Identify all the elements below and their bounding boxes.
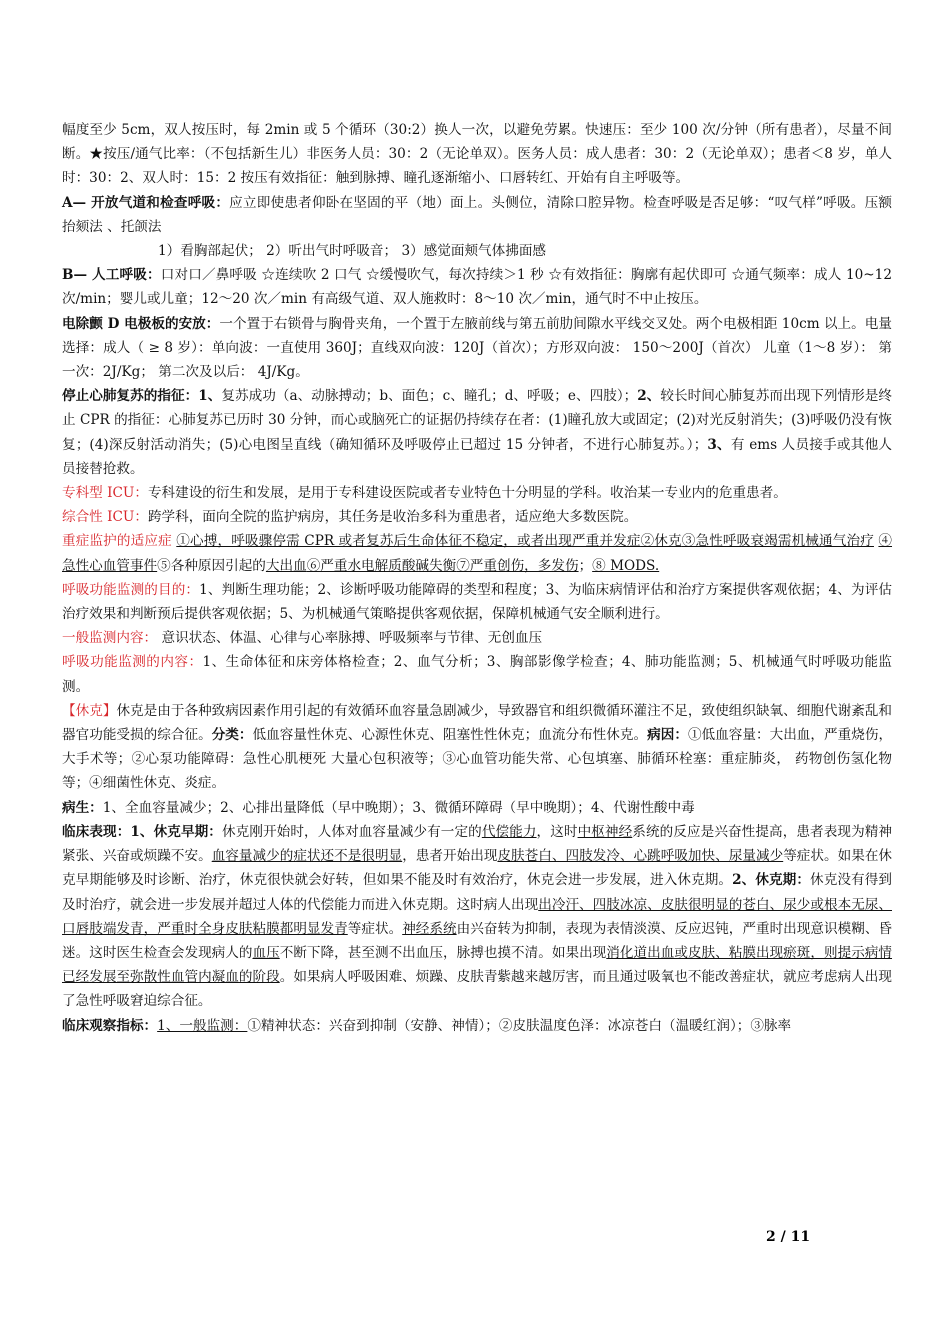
resp-content-label: 呼吸功能监测的内容： xyxy=(62,654,203,671)
general-icu-paragraph: 综合性 ICU：跨学科，面向全院的监护病房，其任务是收治多科为重患者，适应绝大多数医院。 xyxy=(62,509,638,526)
shock-paragraph: 【休克】休克是由于各种致病因素作用引起的有效循环血容量急剧减少，导致器官和组织微循环灌注不足，致使组织缺氧、细胞代谢紊乱和器官功能受损的综合征。分类：低血容量性休克、心源性休克、阻塞性性休克；血流分布性休克。病因：①低血容量：大出血，严重烧伤，大手术等；②心泵功能障碍：急性心肌梗死 大量心包积液等；③心血管功能失常、心包填塞、肺循环栓塞：重症肺炎， 药物创伤氢化物等；④细菌性休克、炎症。 xyxy=(62,702,893,792)
specialty-icu-paragraph: 专科型 ICU：专科建设的衍生和发展，是用于专科建设医院或者专业特色十分明显的学科。收治某一专业内的危重患者。 xyxy=(62,485,787,502)
resp-purpose-paragraph: 呼吸功能监测的目的：1、判断生理功能；2、诊断呼吸功能障碍的类型和程度；3、为临床病情评估和治疗方案提供客观依据；4、为评估治疗效果和判断预后提供客观依据；5、为机械通气策略提供客观依据，保障机械通气安全顺利进行。 xyxy=(62,581,892,623)
airway-label: A— 开放气道和检查呼吸： xyxy=(62,194,230,211)
observe-paragraph: 临床观察指标：1、一般监测：①精神状态：兴奋到抑制（安静、神情）；②皮肤温度色泽：冰凉苍白（温暖红润）；③脉率 xyxy=(62,1017,792,1034)
general-icu-label: 综合性 ICU： xyxy=(62,509,148,526)
document-body xyxy=(62,118,892,1038)
defib-label: 电除颤 D 电极板的安放： xyxy=(62,315,220,332)
shock-cause-label: 病因： xyxy=(647,727,688,744)
indications-label: 重症监护的适应症 xyxy=(62,533,172,550)
general-monitor-paragraph: 一般监测内容： 意识状态、体温、心律与心率脉搏、呼吸频率与节律、无创血压 xyxy=(62,630,543,647)
shock-label: 【休克】 xyxy=(62,702,117,719)
pathology-label: 病生： xyxy=(62,799,103,816)
cpr-paragraph: 幅度至少 5cm，双人按压时，每 2min 或 5 个循环（30:2）换人一次，以避免劳累。快速压：至少 100 次/分钟（所有患者），尽量不间断。★按压/通气比率：（不包括新生儿）非医务人员：30：2（无论单双）。医务人员：成人患者：30：2（无论单双）；患者＜8 岁，单人时：30：2、双人时：15：2 按压有效指征：触到脉搏、瞳孔逐渐缩小、口唇转红、开始有自主呼吸等。 xyxy=(62,122,892,187)
clinical-label: 临床表现： xyxy=(62,823,131,840)
observe-label: 临床观察指标： xyxy=(62,1017,158,1034)
breathing-label: B— 人工呼吸： xyxy=(62,267,161,284)
stop-label: 停止心肺复苏的指征： xyxy=(62,388,199,405)
airway-paragraph: A— 开放气道和检查呼吸：应立即使患者仰卧在坚固的平（地）面上。头侧位，清除口腔异物。检查呼吸是否足够：“叹气样”呼吸。压额抬颏法 、托颌法 xyxy=(62,194,892,235)
shock-class-label: 分类： xyxy=(211,727,253,744)
general-monitor-label: 一般监测内容： xyxy=(62,630,158,647)
stop-cpr-paragraph: 停止心肺复苏的指征：1、复苏成功（a、动脉搏动；b、面色；c、瞳孔；d、呼吸；e、四肢）；2、较长时间心肺复苏而出现下列情形是终止 CPR 的指征：心肺复苏已历时 30 分钟，而心或脑死亡的证据仍持续存在者：(1)瞳孔放大或固定；(2)对光反射消失；(3)呼吸仍没有恢复；(4)深反射活动消失；(5)心电图呈直线（确知循环及呼吸停止已超过 15 分钟者，不进行心肺复苏。）；3、有 ems 人员接手或其他人员接替抢救。 xyxy=(62,388,893,477)
airway-subpoints: 1）看胸部起伏； 2）听出气时呼吸音； 3）感觉面颊气体拂面感 xyxy=(158,243,547,260)
defib-paragraph: 电除颤 D 电极板的安放：一个置于右锁骨与胸骨夹角，一个置于左腋前线与第五前肋间隙水平线交叉处。两个电极相距 10cm 以上。电量选择：成人（ ≥ 8 岁）：单向波：一直使用 360J；直线双向波：120J（首次）；方形双向波： 150～200J（首次） 儿童（1～8 岁）： 第一次：2J/Kg； 第二次及以后： 4J/Kg。 xyxy=(62,315,892,381)
resp-content-paragraph: 呼吸功能监测的内容：1、生命体征和床旁体格检查；2、血气分析；3、胸部影像学检查；4、肺功能监测；5、机械通气时呼吸功能监测。 xyxy=(62,654,892,695)
pathology-paragraph: 病生：1、全血容量减少；2、心排出量降低（早中晚期）；3、微循环障碍（早中晚期）；4、代谢性酸中毒 xyxy=(62,799,695,816)
page-separator: / xyxy=(775,1229,791,1245)
resp-purpose-label: 呼吸功能监测的目的： xyxy=(62,581,200,598)
page-current: 2 xyxy=(766,1229,776,1245)
clinical-paragraph: 临床表现：1、休克早期：休克刚开始时，人体对血容量减少有一定的代偿能力，这时中枢神经系统的反应是兴奋性提高，患者表现为精神紧张、兴奋或烦躁不安。血容量减少的症状还不是很明显，患者开始出现皮肤苍白、四肢发冷、心跳呼吸加快、尿量减少等症状。如果在休克早期能够及时诊断、治疗，休克很快就会好转，但如果不能及时有效治疗，休克会进一步发展，进入休克期。2、休克期：休克没有得到及时治疗，就会进一步发展并超过人体的代偿能力而进入休克期。这时病人出现出冷汗、四肢冰凉、皮肤很明显的苍白、尿少或根本无尿、口唇肢端发青，严重时全身皮肤粘膜都明显发青等症状。神经系统由兴奋转为抑制，表现为表情淡漠、反应迟钝，严重时出现意识模糊、昏迷。这时医生检查会发现病人的血压不断下降，甚至测不出血压，脉搏也摸不清。如果出现消化道出血或皮肤、粘膜出现瘀斑，则提示病情已经发展至弥散性血管内凝血的阶段。如果病人呼吸困难、烦躁、皮肤青紫越来越厉害，而且通过吸氧也不能改善症状，就应考虑病人出现了急性呼吸窘迫综合征。 xyxy=(62,823,893,1010)
specialty-icu-label: 专科型 ICU： xyxy=(62,485,148,502)
breathing-paragraph: B— 人工呼吸：口对口／鼻呼吸 ☆连续吹 2 口气 ☆缓慢吹气，每次持续＞1 秒 ☆有效指征：胸廓有起伏即可 ☆通气频率：成人 10~12 次/min；婴儿或儿童；12～20 次／min 有高级气道、双人施救时：8～10 次／min，通气时不中止按压。 xyxy=(62,267,892,308)
page-total: 11 xyxy=(790,1229,811,1245)
page-number xyxy=(766,1229,810,1245)
indications-paragraph: 重症监护的适应症 ①心搏，呼吸骤停需 CPR 或者复苏后生命体征不稳定，或者出现严重并发症②休克③急性呼吸衰竭需机械通气治疗 ④急性心血管事件⑤各种原因引起的大出血⑥严重水电解质酸碱失衡⑦严重创伤，多发伤；⑧ MODS. xyxy=(62,533,893,574)
